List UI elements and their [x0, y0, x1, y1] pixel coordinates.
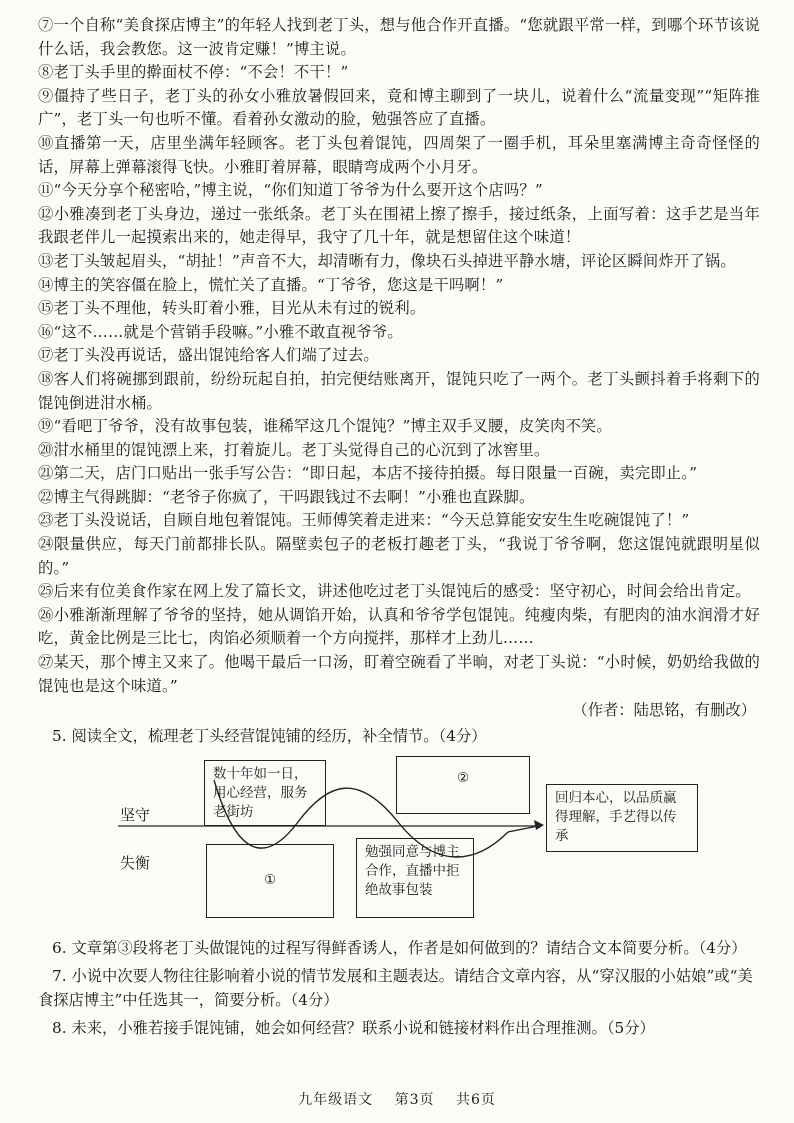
arrow-line [508, 826, 538, 832]
question-8: 8. 未来，小雅若接手馄饨铺，她会如何经营？联系小说和链接材料作出合理推测。（5分） [52, 1019, 655, 1038]
box-answer-1 [206, 844, 334, 918]
question-7: 7. 小说中次要人物往往影响着小说的情节发展和主题表达。请结合文章内容，从“穿汉服的小姑娘”或“美食探店博主”中任选其一，简要分析。（4分） [38, 967, 753, 1010]
story-paragraphs [38, 14, 760, 698]
plot-diagram [38, 752, 760, 922]
label-persist: 坚守 [120, 806, 151, 825]
blank-2-label: ② [456, 770, 470, 787]
paragraph-15: ⑮老丁头不理他，转头盯着小雅，目光从未有过的锐利。 [38, 299, 426, 318]
paragraph-25: ㉕后来有位美食作家在网上发了篇长文，讲述他吃过老丁头馄饨后的感受：坚守初心，时间会给出肯定。 [38, 582, 751, 601]
paragraph-8: ⑧老丁头手里的擀面杖不停：“不会！不干！” [38, 63, 349, 82]
paragraph-9: ⑨僵持了些日子，老丁头的孙女小雅放暑假回来，竟和博主聊到了一块儿，说着什么“流量变现”“矩阵推广”，老丁头一句也听不懂。看着孙女激动的脸，勉强答应了直播。 [38, 86, 760, 129]
paragraph-12: ⑫小雅凑到老丁头身边，递过一张纸条。老丁头在围裙上擦了擦手，接过纸条，上面写着：这手艺是当年我跟老伴儿一起摸索出来的，她走得早，我守了几十年，就是想留住这个味道！ [38, 204, 760, 247]
page-content [38, 14, 760, 1040]
box-reluctant-stream: 勉强同意与博主合作，直播中拒绝故事包装 [356, 838, 474, 918]
box-answer-2 [396, 756, 530, 814]
page-footer [0, 1089, 794, 1109]
paragraph-19: ⑲“看吧丁爷爷，没有故事包装，谁稀罕这几个馄饨？”博主双手叉腰，皮笑肉不笑。 [38, 417, 612, 436]
paragraph-24: ㉔限量供应，每天门前都排长队。隔壁卖包子的老板打趣老丁头，“我说丁爷爷啊，您这馄饨就跟明星似的。” [38, 535, 760, 577]
paragraph-16: ⑯“这不……就是个营销手段嘛。”小雅不敢直视爷爷。 [38, 322, 403, 341]
paragraph-7: ⑦一个自称“美食探店博主”的年轻人找到老丁头，想与他合作开直播。“您就跟平常一样，到哪个环节该说什么话，我会教您。这一波肯定赚！”博主说。 [38, 16, 760, 58]
paragraph-14: ⑭博主的笑容僵在脸上，慌忙关了直播。“丁爷爷，您这是干吗啊！” [38, 275, 504, 294]
paragraph-27: ㉗某天，那个博主又来了。他喝干最后一口汤，盯着空碗看了半晌，对老丁头说：“小时候，奶奶给我做的馄饨也是这个味道。” [38, 653, 760, 695]
paragraph-22: ㉒博主气得跳脚：“老爷子你疯了，干吗跟钱过不去啊！”小雅也直跺脚。 [38, 487, 535, 506]
paragraph-13: ⑬老丁头皱起眉头，“胡扯！”声音不大，却清晰有力，像块石头掉进平静水塘，评论区瞬间炸开了锅。 [38, 251, 736, 270]
footer-total: 共6页 [455, 1092, 496, 1108]
footer-page: 第3页 [394, 1092, 435, 1108]
paragraph-11: ⑪“今天分享个秘密哈，”博主说，“你们知道丁爷爷为什么要开这个店吗？” [38, 181, 543, 200]
box-return-to-roots: 回归本心，以品质赢得理解，手艺得以传承 [546, 784, 698, 852]
author-credit: （作者：陆思铭，有删改） [572, 701, 756, 720]
label-imbalance: 失衡 [120, 854, 151, 873]
paragraph-26: ㉖小雅渐渐理解了爷爷的坚持，她从调馅开始，认真和爷爷学包馄饨。纯瘦肉柴，有肥肉的油水润滑才好吃，黄金比例是三比七，肉馅必须顺着一个方向搅拌，那样才上劲儿…… [38, 605, 760, 648]
paragraph-21: ㉑第二天，店门口贴出一张手写公告：“即日起，本店不接待拍摄。每日限量一百碗，卖完即止。” [38, 464, 698, 483]
paragraph-18: ⑱客人们将碗挪到跟前，纷纷玩起自拍，拍完便结账离开，馄饨只吃了一两个。老丁头颤抖着手将剩下的馄饨倒进泔水桶。 [38, 369, 760, 412]
blank-1-label: ① [263, 872, 277, 889]
paragraph-10: ⑩直播第一天，店里坐满年轻顾客。老丁头包着馄饨，四周架了一圈手机，耳朵里塞满博主奇奇怪怪的话，屏幕上弹幕滚得飞快。小雅盯着屏幕，眼睛弯成两个小月牙。 [38, 133, 760, 176]
arrow-head [534, 820, 544, 830]
box-steady-service: 数十年如一日，用心经营，服务老街坊 [204, 760, 326, 826]
paragraph-23: ㉓老丁头没说话，自顾自地包着馄饨。王师傅笑着走进来：“今天总算能安安生生吃碗馄饨了！” [38, 511, 690, 530]
question-5: 5. 阅读全文，梳理老丁头经营馄饨铺的经历，补全情节。（4分） [52, 727, 487, 746]
paragraph-17: ⑰老丁头没再说话，盛出馄饨给客人们端了过去。 [38, 346, 379, 365]
question-6: 6. 文章第③段将老丁头做馄饨的过程写得鲜香诱人，作者是如何做到的？请结合文本简要分析。（4分） [52, 939, 747, 958]
footer-subject: 九年级语文 [298, 1092, 374, 1108]
paragraph-20: ⑳泔水桶里的馄饨漂上来，打着旋儿。老丁头觉得自己的心沉到了冰窖里。 [38, 440, 550, 459]
